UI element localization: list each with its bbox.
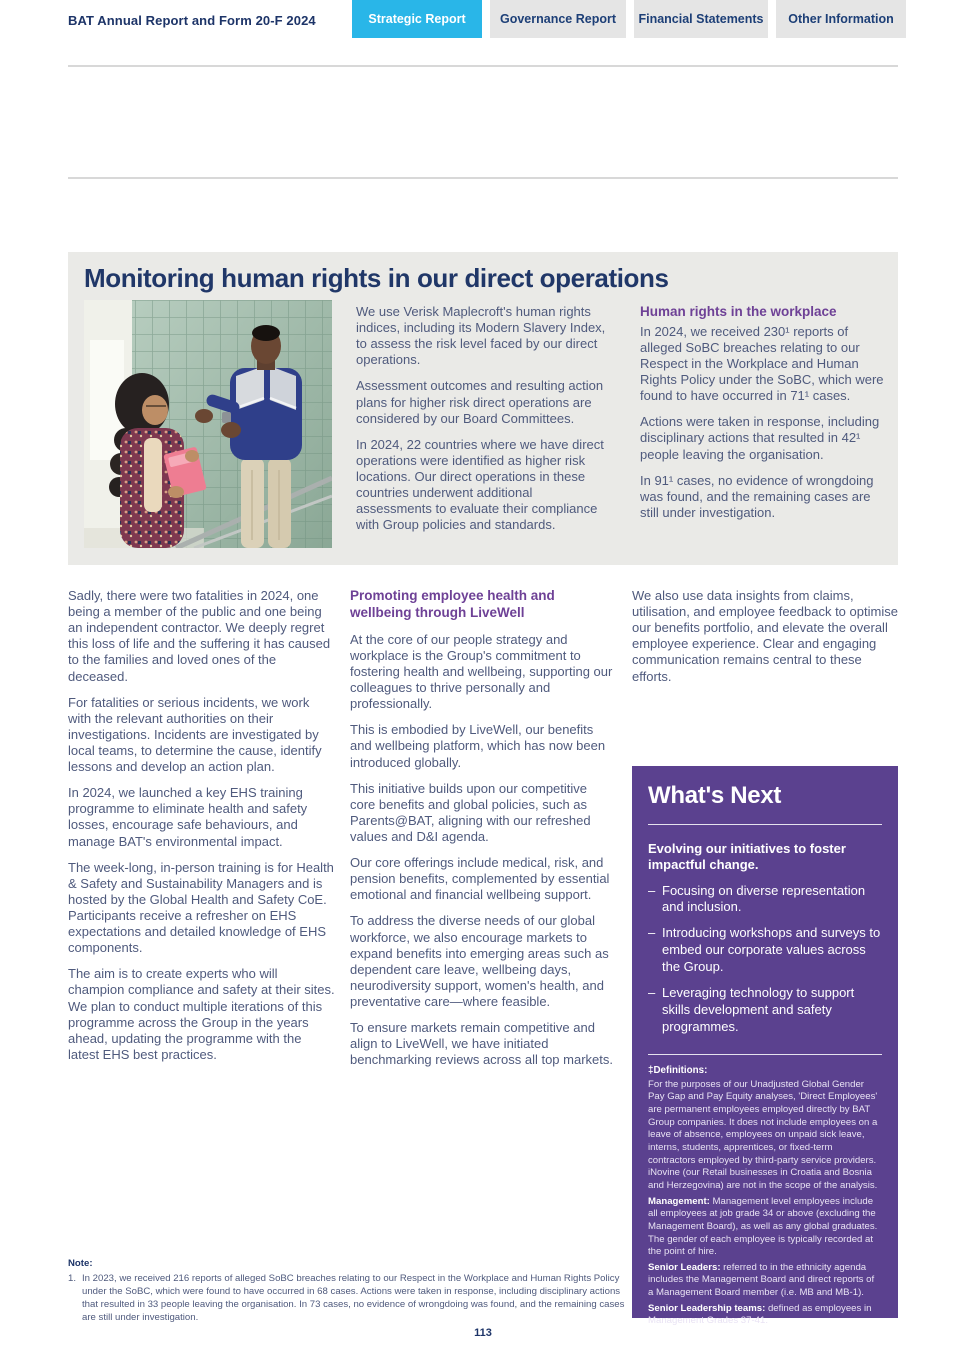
list-item [648, 985, 882, 1036]
definition-text: Management level employees include all employees at job grade 34 or above (excluding the Management Board), as well as any global graduates. The gender of each employee is typically recorded at the point of hire. [648, 1195, 878, 1258]
subheading-livewell: Promoting employee health and wellbeing through LiveWell [350, 588, 555, 620]
bullet-text: Focusing on diverse representation and inclusion. [662, 882, 866, 915]
bullet-text: Leveraging technology to support skills development and safety programmes. [662, 984, 855, 1034]
definition-text: defined as employees in Management Grades 37-41. [648, 1302, 872, 1327]
feature-title: Monitoring human rights in our direct operations [84, 263, 669, 293]
paragraph: Assessment outcomes and resulting action plans for higher risk direct operations are considered by our Board Committees. [356, 378, 604, 426]
note-heading: Note: [68, 1258, 93, 1269]
bullet-dash: – [648, 925, 656, 941]
paragraph: We use Verisk Maplecroft's human rights indices, including its Modern Slavery Index, to assess the risk level faced by our direct operations. [356, 304, 606, 368]
paragraph: This is embodied by LiveWell, our benefits and wellbeing platform, which has now been introduced globally. [350, 722, 606, 770]
paragraph: To ensure markets remain competitive and align to LiveWell, we have initiated benchmarking reviews across all top markets. [350, 1020, 613, 1068]
definition-text: referred to in the ethnicity agenda includes the Management Board and direct reports of a Management Board member (i.e. MB and MB-1). [648, 1261, 875, 1299]
paragraph: Sadly, there were two fatalities in 2024, one being a member of the public and one being an independent contractor. We deeply regret this loss of life and the suffering it has caused to the families and loved ones of the deceased. [68, 588, 331, 684]
definition-label: Senior Leaders: [648, 1261, 721, 1273]
whats-next-title: What's Next [648, 782, 782, 809]
paragraph: For fatalities or serious incidents, we work with the relevant authorities on their investigations. Incidents are investigated by local teams, to determine the cause, identify lessons and develop an action plan. [68, 694, 322, 775]
subheading-human-rights-workplace: Human rights in the workplace [640, 304, 837, 319]
paragraph: Our core offerings include medical, risk, and pension benefits, complemented by essential emotional and financial wellbeing support. [350, 855, 610, 903]
note-item [68, 1273, 628, 1325]
body-column-3 [632, 588, 898, 685]
footnote-block [68, 1258, 628, 1325]
bullet-dash: – [648, 984, 656, 1000]
list-item [648, 925, 882, 976]
tab-governance-report[interactable]: Governance Report [490, 0, 626, 38]
section-divider [68, 177, 898, 179]
paragraph: In 91¹ cases, no evidence of wrongdoing was found, and the remaining cases are still under investigation. [640, 472, 874, 520]
bullet-text: Introducing workshops and surveys to embed our corporate values across the Group. [662, 925, 881, 975]
tab-financial-statements[interactable]: Financial Statements [634, 0, 768, 38]
whats-next-divider [648, 824, 882, 825]
paragraph: In 2024, we launched a key EHS training programme to eliminate health and safety losses, encourage safe behaviours, and manage BAT's environmental impact. [68, 785, 308, 849]
definition-direct-employees [648, 1079, 882, 1193]
paragraph: To address the diverse needs of our global workforce, we also encourage markets to expand benefits into emerging areas such as dependent care leave, wellbeing days, neurodiversity support, women's health, and preventative care—where feasible. [350, 913, 609, 1009]
whats-next-intro: Evolving our initiatives to foster impactful change. [648, 841, 846, 873]
paragraph: At the core of our people strategy and workplace is the Group's commitment to fostering health and wellbeing, supporting our colleagues to thrive personally and professionally. [350, 631, 613, 712]
tab-strategic-report[interactable]: Strategic Report [352, 0, 482, 38]
page-number: 113 [474, 1327, 492, 1339]
bullet-dash: – [648, 882, 656, 898]
paragraph: The week-long, in-person training is for Health & Safety and Sustainability Managers and is hosted by the Global Health and Safety CoE. Participants receive a refresher on EHS expectations and detailed knowledge of EHS components. [68, 859, 334, 956]
note-number: 1. [68, 1272, 77, 1284]
tab-other-information[interactable]: Other Information [776, 0, 906, 38]
definitions-divider [648, 1054, 882, 1055]
list-item [648, 883, 882, 917]
definition-label: Senior Leadership teams: [648, 1302, 766, 1314]
paragraph: This initiative builds upon our competitive core benefits and global policies, such as Parents@BAT, aligning with our refreshed values and D&I agenda. [350, 780, 591, 844]
note-text: In 2023, we received 216 reports of alleged SoBC breaches relating to our Respect in the Workplace and Human Rights Policy under the SoBC, which were found to have occurred in 68 cases. Actions were taken in response, including disciplinary actions that resulted in 33 people leaving the organisation. In 73 cases, no evidence of wrongdoing was found, and the remaining cases are still under investigation. [82, 1272, 625, 1323]
feature-column-1 [356, 304, 610, 533]
paragraph: Actions were taken in response, including disciplinary actions that resulted in 42¹ people leaving the organisation. [640, 414, 880, 462]
feature-column-2 [640, 304, 888, 521]
body-column-1 [68, 588, 336, 1063]
report-title: BAT Annual Report and Form 20-F 2024 [68, 13, 316, 28]
feature-photo [84, 300, 332, 548]
paragraph: In 2024, we received 230¹ reports of alleged SoBC breaches relating to our Respect in the Workplace and Human Rights Policy under the SoBC, which were found to have occurred in 71¹ cases. [640, 323, 884, 404]
definition-senior-leaders [648, 1262, 882, 1300]
whats-next-panel [632, 766, 898, 1327]
paragraph: The aim is to create experts who will champion compliance and safety at their sites. We plan to conduct multiple iterations of this programme across the Group in the years ahead, updating the programme with the latest EHS best practices. [68, 966, 335, 1062]
feature-panel [68, 252, 898, 565]
definitions-heading: ‡Definitions: [648, 1064, 708, 1076]
header-divider [68, 65, 898, 67]
paragraph: We also use data insights from claims, utilisation, and employee feedback to optimise our benefits portfolio, and elevate the overall employee experience. Clear and engaging communication remains central to these efforts. [632, 588, 898, 684]
section-tabs [352, 0, 906, 38]
body-column-2 [350, 588, 614, 1068]
definition-senior-leadership-teams [648, 1303, 882, 1328]
paragraph: In 2024, 22 countries where we have direct operations were identified as higher risk locations. Our direct operations in these countries underwent additional assessments to evaluate their compliance with Group policies and standards. [356, 436, 604, 533]
definition-text: For the purposes of our Unadjusted Global Gender Pay Gap and Pay Equity analyses, 'Direct Employees' are permanent employees employed directly by BAT Group companies. It does not include employees on a leave of absence, employees on unpaid sick leave, interns, students, apprentices, or fixed-term contractors employed by third-party service providers. iNovine (our Retail businesses in Croatia and Bosnia and Herzegovina) are not in the scope of the analysis. [648, 1078, 878, 1191]
definition-label: Management: [648, 1195, 710, 1207]
definition-management [648, 1196, 882, 1259]
